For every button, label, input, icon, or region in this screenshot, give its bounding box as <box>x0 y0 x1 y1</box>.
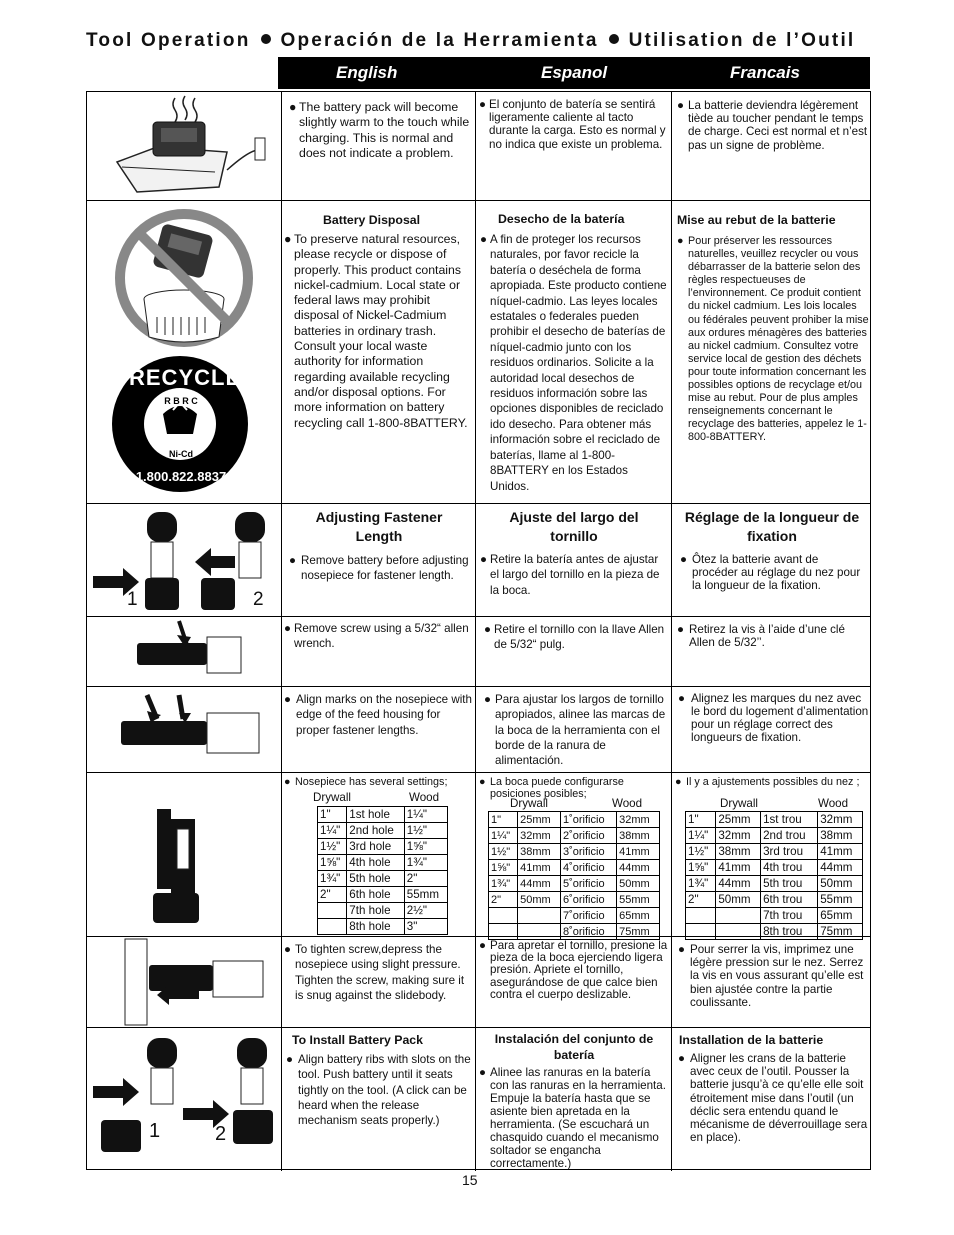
disposal-illustration <box>87 201 281 503</box>
inch-cell: 1¾" <box>686 876 716 892</box>
hole-cell: 6th trou <box>761 892 818 908</box>
tighten-screw-icon <box>87 937 281 1028</box>
table-row <box>318 919 448 935</box>
mm-cell: 32mm <box>518 828 561 844</box>
table-row <box>686 908 863 924</box>
drywall-cell <box>318 919 347 935</box>
adjust-heading-en: Adjusting Fastener Length <box>315 509 443 544</box>
title-spanish: Operación de la Herramienta <box>280 30 599 51</box>
mm-cell <box>716 908 761 924</box>
wood-cell: 32mm <box>818 812 863 828</box>
inch-cell: 1¼" <box>489 828 518 844</box>
inch-cell: 1½" <box>686 844 716 860</box>
row-tighten-screw <box>87 936 870 1027</box>
wood-cell: 75mm <box>617 924 660 940</box>
adjust-heading-es: Ajuste del largo del tornillo <box>509 509 639 544</box>
tighten-illustration <box>87 937 281 1027</box>
wood-cell: 1¼" <box>404 807 447 823</box>
align-text-fr: ● Alignez les marques du nez avec le bord du logement d’alimentation pour un réglage correct des longueurs de fixation. <box>678 692 869 745</box>
page-title <box>86 30 876 54</box>
adjust-step-1: 1 <box>127 589 138 610</box>
settings-col-drywall-es: Drywall <box>510 797 549 810</box>
mm-cell: 25mm <box>716 812 761 828</box>
title-english: Tool Operation <box>86 30 251 51</box>
settings-col-drywall-fr: Drywall <box>720 797 759 810</box>
lang-french: Francais <box>730 63 800 82</box>
language-bar <box>278 57 870 89</box>
settings-col-drywall-en: Drywall <box>313 791 352 804</box>
allen-wrench-icon <box>87 617 281 687</box>
table-row <box>489 876 660 892</box>
mm-cell: 44mm <box>716 876 761 892</box>
wood-cell: 55mm <box>404 887 447 903</box>
hole-cell: 1st trou <box>761 812 818 828</box>
table-row <box>489 892 660 908</box>
wood-cell: 50mm <box>818 876 863 892</box>
align-marks-illustration <box>87 687 281 772</box>
adjust-text-fr: ● Ôtez la batterie avant de procéder au réglage du nez pour la longueur de la fixation. <box>680 553 861 593</box>
hole-cell: 7th hole <box>347 903 404 919</box>
hole-cell: 8˚orificio <box>561 924 617 940</box>
drywall-cell: 1" <box>318 807 347 823</box>
wood-cell: 38mm <box>617 828 660 844</box>
mm-cell: 41mm <box>716 860 761 876</box>
disposal-heading-fr: Mise au rebut de la batterie <box>677 213 836 227</box>
mm-cell: 25mm <box>518 812 561 828</box>
hole-cell: 7th trou <box>761 908 818 924</box>
install-battery-illustration <box>87 1028 281 1171</box>
hole-cell: 3˚orificio <box>561 844 617 860</box>
row-install-battery <box>87 1027 870 1171</box>
drywall-cell: 1¾" <box>318 871 347 887</box>
wood-cell: 65mm <box>617 908 660 924</box>
wood-cell: 2" <box>404 871 447 887</box>
table-row <box>686 828 863 844</box>
wood-cell: 1⅝" <box>404 839 447 855</box>
hole-cell: 5th trou <box>761 876 818 892</box>
table-row <box>686 876 863 892</box>
instruction-grid <box>86 91 871 1170</box>
charger-icon <box>87 92 281 200</box>
adjust-step-2: 2 <box>253 589 264 610</box>
hole-cell: 8th trou <box>761 924 818 940</box>
bullet-icon <box>261 34 271 44</box>
remove-battery-illustration <box>87 504 281 616</box>
remove-screw-illustration <box>87 617 281 686</box>
seal-phone-text: 1.800.822.8837 <box>135 469 227 484</box>
wood-cell: 55mm <box>818 892 863 908</box>
drywall-cell: 1⅝" <box>318 855 347 871</box>
install-text-en: ● Align battery ribs with slots on the tool. Push battery until it seats tightly on the tool. (A click can be heard when the release mechanism seats properly.) <box>286 1053 471 1128</box>
row-battery-warm <box>87 92 870 200</box>
seal-nicd-text: Ni-Cd <box>169 449 193 459</box>
wood-cell: 1½" <box>404 823 447 839</box>
tighten-text-en: ● To tighten screw,depress the nosepiece using slight pressure. Tighten the screw, making sure it is snug against the slidebody. <box>284 943 465 1002</box>
table-row <box>686 844 863 860</box>
table-row <box>489 828 660 844</box>
table-row <box>318 807 448 823</box>
mm-cell: 44mm <box>518 876 561 892</box>
install-text-fr: ● Aligner les crans de la batterie avec ceux de l’outil. Pousser la batterie jusqu’à ce qu’elle elle soit étroitement mise dans l’outil (un déclic sera entendu quand le mécanisme de déverrouillage sera en place). <box>678 1052 868 1145</box>
hole-cell: 1st hole <box>347 807 404 823</box>
settings-col-wood-fr: Wood <box>818 797 849 810</box>
nosepiece-illustration <box>87 773 281 936</box>
align-text-es: ● Para ajustar los largos de tornillo apropiados, alinee las marcas de la boca de la herramienta con el borde de la ranura de alimentación. <box>484 693 666 768</box>
mm-cell: 32mm <box>716 828 761 844</box>
wood-cell: 1¾" <box>404 855 447 871</box>
inch-cell: 1¼" <box>686 828 716 844</box>
inch-cell: 1⅝" <box>489 860 518 876</box>
wood-cell: 65mm <box>818 908 863 924</box>
adjust-text-es: ● Retire la batería antes de ajustar el largo del tornillo en la pieza de la boca. <box>480 553 660 597</box>
settings-text-es: ● La boca puede configurarse posiciones posibles; <box>479 776 624 801</box>
remove-battery-icon <box>87 504 281 617</box>
drywall-cell <box>318 903 347 919</box>
table-row <box>318 839 448 855</box>
seal-top-text: RECYCLE <box>129 365 242 390</box>
inch-cell: 1⅝" <box>686 860 716 876</box>
mm-cell: 50mm <box>518 892 561 908</box>
nosepiece-icon <box>87 773 281 937</box>
hole-cell: 6˚orificio <box>561 892 617 908</box>
drywall-cell: 1¼" <box>318 823 347 839</box>
charger-illustration <box>87 92 281 200</box>
row-align-marks <box>87 686 870 772</box>
lang-spanish: Espanol <box>541 63 608 82</box>
hole-cell: 2˚orificio <box>561 828 617 844</box>
install-step-2: 2 <box>215 1123 227 1145</box>
hole-cell: 1˚orificio <box>561 812 617 828</box>
inch-cell: 2" <box>686 892 716 908</box>
inch-cell: 1½" <box>489 844 518 860</box>
disposal-text-es: ● A fin de proteger los recursos naturales, por favor recicle la batería o deséchela de forma apropiada. Este producto contiene níquel-cadmio. Las leyes locales estatales o federales pueden prohibir el desecho de baterías de níquel-cadmio junto con los residuos ordinarios. Solicite a la autoridad local desechos de residuos información sobre las opciones disponibles de reciclado ido desecho. Para obtener más información sobre el reciclado de baterías, llame al 1-800-8BATTERY en los Estados Unidos. <box>480 233 667 493</box>
warm-text-en: ● The battery pack will become slightly warm to the touch while charging. This is normal and does not indicate a problem. <box>289 100 470 160</box>
table-row <box>318 903 448 919</box>
install-heading-en: To Install Battery Pack <box>292 1033 423 1047</box>
hole-cell: 2nd trou <box>761 828 818 844</box>
wood-cell: 41mm <box>617 844 660 860</box>
hole-cell: 6th hole <box>347 887 404 903</box>
adjust-text-en: ● Remove battery before adjusting nosepiece for fastener length. <box>289 554 469 583</box>
inch-cell: 1¾" <box>489 876 518 892</box>
hole-cell: 2nd hole <box>347 823 404 839</box>
install-step-1: 1 <box>149 1120 161 1142</box>
screw-text-es: ● Retire el tornillo con la llave Allen de 5/32“ pulg. <box>484 623 665 652</box>
hole-cell: 3rd hole <box>347 839 404 855</box>
install-battery-icon <box>87 1028 281 1172</box>
settings-table-fr <box>685 811 863 940</box>
warm-text-fr: ● La batterie deviendra légèrement tiède au toucher pendant le temps de charge. Ceci est normal et n’est pas un signe de problème. <box>677 99 868 152</box>
table-row <box>489 908 660 924</box>
align-marks-icon <box>87 687 281 773</box>
wood-cell: 55mm <box>617 892 660 908</box>
warm-text-es: ● El conjunto de batería se sentirá ligeramente caliente al tacto durante la carga. Esto es normal y no indica que existe un problema. <box>479 98 666 151</box>
table-row <box>318 823 448 839</box>
settings-col-wood-es: Wood <box>612 797 643 810</box>
wood-cell: 44mm <box>818 860 863 876</box>
screw-text-en: ● Remove screw using a 5/32“ allen wrench. <box>284 622 469 651</box>
settings-text-en: ● Nosepiece has several settings; <box>284 776 448 788</box>
hole-cell: 8th hole <box>347 919 404 935</box>
drywall-cell: 1½" <box>318 839 347 855</box>
install-text-es: ● Alinee las ranuras en la batería con las ranuras en la herramienta. Empuje la batería hasta que se asiente bien apretada en la herramienta. (Se escuchará un chasquido cuando el mecanismo soltador se engancha correctamente.) <box>479 1066 666 1170</box>
table-row <box>489 860 660 876</box>
page-number: 15 <box>462 1172 478 1188</box>
table-row <box>489 812 660 828</box>
table-row <box>318 855 448 871</box>
table-row <box>686 812 863 828</box>
disposal-text-fr: ● Pour préserver les ressources naturelles, veuillez recycler ou vous débarrasser de la batterie selon des règles respectueuses de l’environnement. Ce produit contient du nickel cadmium. Les lois locales ou fédérales peuvent prohiber la mise aux ordures ménagères des batteries au nickel cadmium. Consultez votre service local de gestion des déchets pour toute information concernant les possibles options de recyclage et/ou mise au rebut. Pour de plus amples renseignements concernant le recyclage des batteries, appelez le 1-800-8BATTERY. <box>677 235 869 444</box>
align-text-en: ● Align marks on the nosepiece with edge of the feed housing for proper fastener lengths. <box>284 693 472 737</box>
wood-cell: 32mm <box>617 812 660 828</box>
mm-cell: 41mm <box>518 860 561 876</box>
hole-cell: 7˚orificio <box>561 908 617 924</box>
inch-cell: 1" <box>686 812 716 828</box>
hole-cell: 4th trou <box>761 860 818 876</box>
table-row <box>686 892 863 908</box>
table-row <box>318 887 448 903</box>
hole-cell: 4˚orificio <box>561 860 617 876</box>
lang-english: English <box>336 63 398 82</box>
drywall-cell: 2" <box>318 887 347 903</box>
table-row <box>318 871 448 887</box>
adjust-heading-fr: Réglage de la longueur de fixation <box>684 509 860 544</box>
row-battery-disposal <box>87 200 870 503</box>
table-row <box>686 860 863 876</box>
disposal-heading-es: Desecho de la batería <box>498 212 625 226</box>
wood-cell: 75mm <box>818 924 863 940</box>
wood-cell: 2½" <box>404 903 447 919</box>
settings-text-fr: ● Il y a ajustements possibles du nez ; <box>675 776 860 788</box>
inch-cell: 1" <box>489 812 518 828</box>
mm-cell: 50mm <box>716 892 761 908</box>
inch-cell: 2" <box>489 892 518 908</box>
screw-text-fr: ● Retirez la vis à l’aide d’une clé Allen de 5/32’’. <box>677 623 845 650</box>
row-remove-screw <box>87 616 870 686</box>
settings-table-en <box>317 806 448 935</box>
bullet-icon <box>609 34 619 44</box>
inch-cell <box>686 908 716 924</box>
settings-table-es <box>488 811 660 940</box>
install-heading-fr: Installation de la batterie <box>679 1033 824 1047</box>
mm-cell: 38mm <box>716 844 761 860</box>
wood-cell: 50mm <box>617 876 660 892</box>
hole-cell: 5th hole <box>347 871 404 887</box>
tighten-text-es: ● Para apretar el tornillo, presione la pieza de la boca ejerciendo ligera presión. Apriete el tornillo, asegurándose de que calce bien contra el cuerpo deslizable. <box>479 939 668 1001</box>
disposal-heading-en: Battery Disposal <box>323 213 421 227</box>
title-french: Utilisation de l’Outil <box>628 30 856 51</box>
mm-cell: 38mm <box>518 844 561 860</box>
wood-cell: 38mm <box>818 828 863 844</box>
row-nosepiece-settings <box>87 772 870 936</box>
hole-cell: 3rd trou <box>761 844 818 860</box>
settings-col-wood-en: Wood <box>409 791 440 804</box>
disposal-text-en: ● To preserve natural resources, please recycle or dispose of properly. This product contains nickel-cadmium. Local state or federal laws may prohibit disposal of Nickel-Cadmium batteries in ordinary trash. Consult your local waste authority for information regarding available recycling and/or disposal options. For more information on battery recycling call 1-800-8BATTERY. <box>284 232 468 430</box>
table-row <box>489 844 660 860</box>
hole-cell: 4th hole <box>347 855 404 871</box>
install-heading-es: Instalación del conjunto de batería <box>494 1032 654 1062</box>
tighten-text-fr: ● Pour serrer la vis, imprimez une légère pression sur le nez. Serrez la vis en vous assurant qu’elle est bien ajustée contre la partie coulissante. <box>678 943 864 1009</box>
mm-cell <box>518 908 561 924</box>
wood-cell: 44mm <box>617 860 660 876</box>
wood-cell: 3" <box>404 919 447 935</box>
wood-cell: 41mm <box>818 844 863 860</box>
row-adjust-length <box>87 503 870 616</box>
hole-cell: 5˚orificio <box>561 876 617 892</box>
inch-cell <box>489 908 518 924</box>
seal-rbrc-text: R B R C <box>164 396 198 406</box>
